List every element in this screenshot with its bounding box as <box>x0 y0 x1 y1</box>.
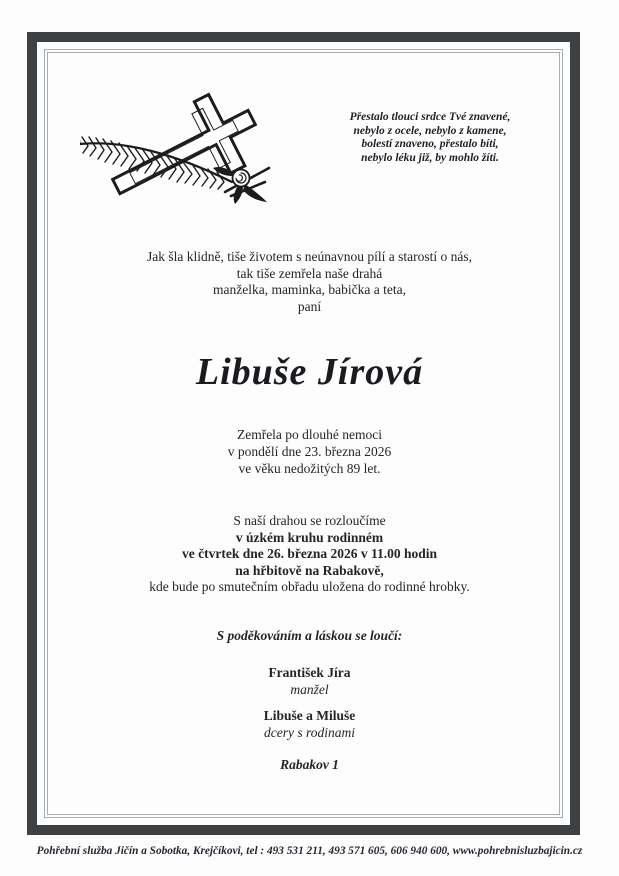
funeral-info-line: kde bude po smutečním obřadu uložena do rodinné hrobky. <box>149 579 470 594</box>
intro-line: paní <box>297 298 322 314</box>
deceased-name: Libuše Jírová <box>195 351 424 393</box>
opening-verse <box>330 111 530 165</box>
funeral-info-line: S naší drahou se rozloučíme <box>233 513 386 528</box>
intro-line: manželka, maminka, babička a teta, <box>212 282 407 297</box>
verse-line: nebylo léku již, by mohlo žíti. <box>361 151 499 164</box>
mourner-entry <box>45 707 574 741</box>
mourner-name: Libuše a Miluše <box>263 708 356 723</box>
death-notice-line: v pondělí dne 23. března 2026 <box>227 444 392 459</box>
farewell-heading: S poděkováním a láskou se loučí: <box>216 628 403 643</box>
mourner-relation: manžel <box>290 682 329 697</box>
funeral-service-footer: Pohřební služba Jičín a Sobotka, Krejčíkovi, tel : 493 531 211, 493 571 605, 606 940 600, www.pohrebnisluzbajicin.cz <box>36 845 583 857</box>
cross-and-palm-illustration-icon <box>80 90 285 212</box>
mourner-entry <box>45 664 574 698</box>
intro-line: Jak šla klidně, tiše životem s neúnavnou pílí a starostí o nás, <box>146 249 473 264</box>
verse-line: bolestí znaveno, přestalo bíti, <box>361 138 499 150</box>
mourner-relation: dcery s rodinami <box>264 725 355 740</box>
death-notice-line: Zemřela po dlouhé nemoci <box>236 427 383 442</box>
death-notice <box>45 426 574 477</box>
mourner-name: František Jíra <box>268 665 351 680</box>
intro-line: tak tiše zemřela naše drahá <box>236 265 383 281</box>
introduction-text <box>45 249 574 315</box>
funeral-info-line: na hřbitově na Rabakově, <box>235 562 384 578</box>
funeral-info-line: v úzkém kruhu rodinném <box>235 529 384 545</box>
funeral-info-line: ve čtvrtek dne 26. března 2026 v 11.00 hodin <box>182 546 437 561</box>
death-notice-line: ve věku nedožitých 89 let. <box>238 461 381 476</box>
home-address: Rabakov 1 <box>280 757 339 772</box>
verse-line: nebylo z ocele, nebylo z kamene, <box>353 124 507 137</box>
verse-line: Přestalo tlouci srdce Tvé znavené, <box>349 111 511 123</box>
funeral-info <box>45 513 574 596</box>
